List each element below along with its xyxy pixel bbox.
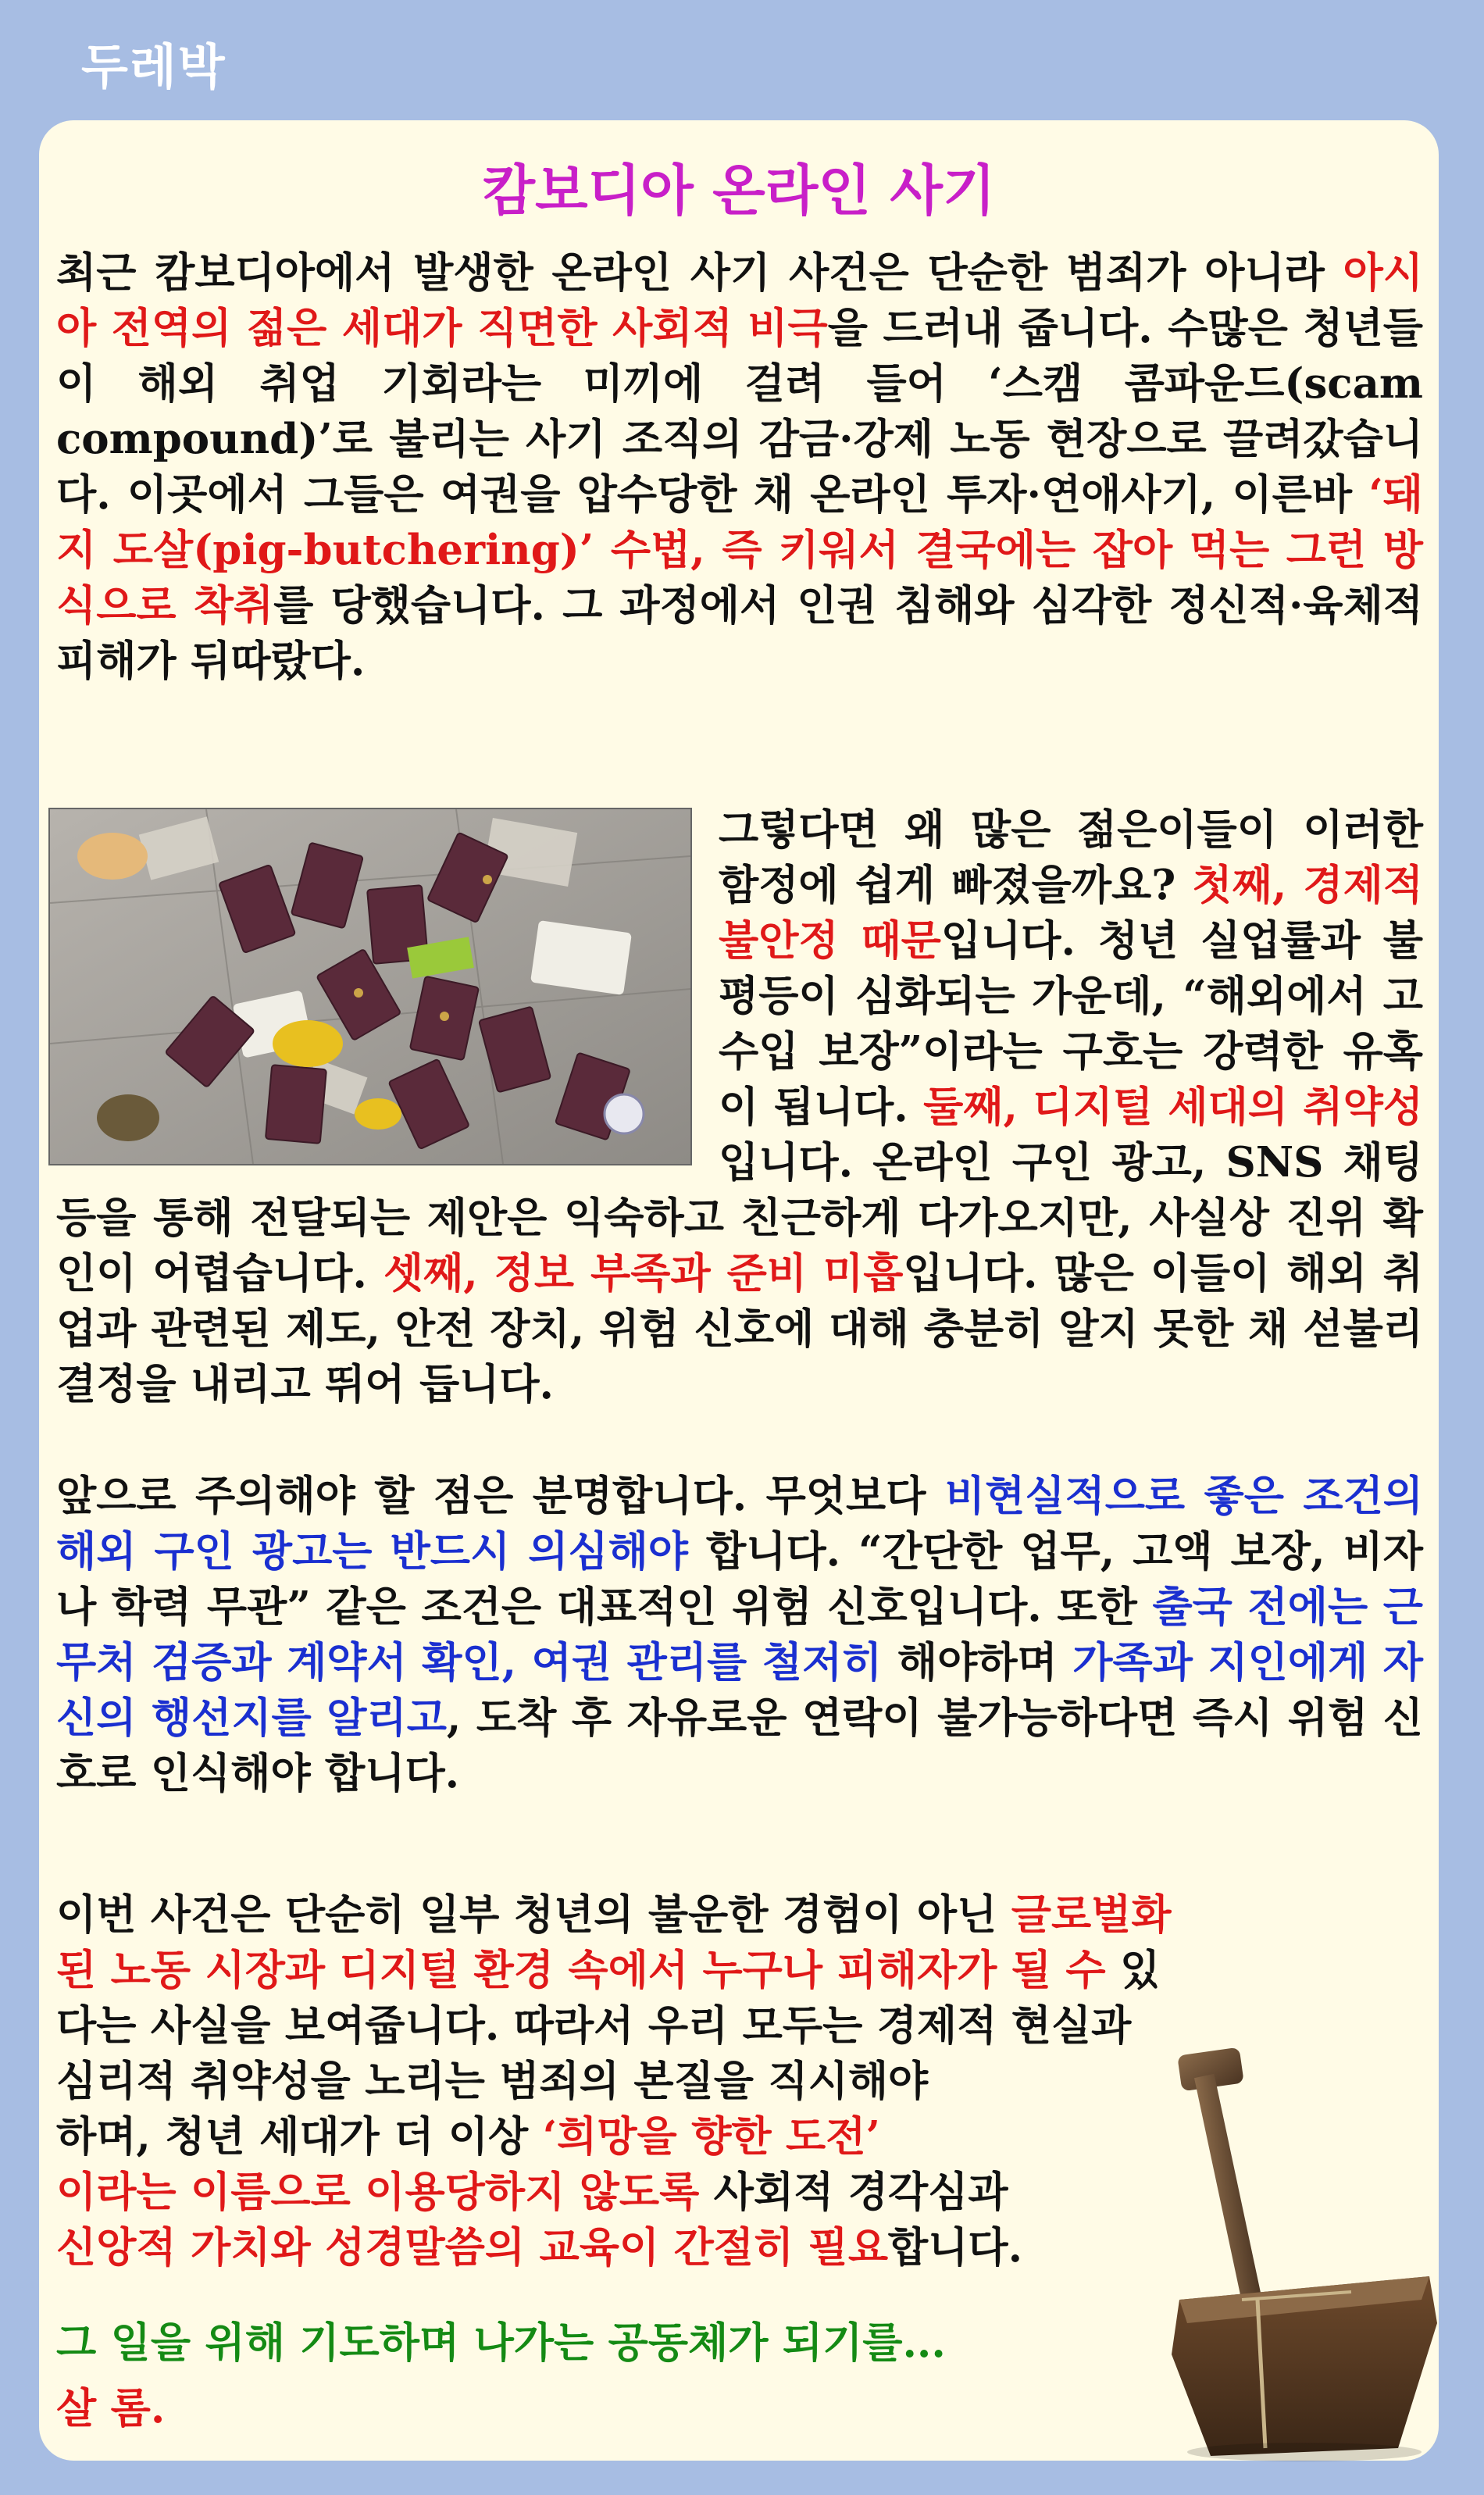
text-segment: 심리적 취약성을 노리는 범죄의 본질을 직시해야	[56, 2057, 929, 2105]
paragraph-cautions	[56, 1469, 1423, 1801]
text-segment: 사회적 경각심과	[699, 2168, 1008, 2216]
text-segment: 된 노동 시장과 디지털 환경 속에서 누구나 피해자가 될 수	[56, 1946, 1106, 1994]
text-line	[56, 1887, 1423, 1943]
text-segment: 셋째, 정보 부족과 준비 미흡	[383, 1249, 904, 1297]
page-title: 캄보디아 온라인 사기	[482, 159, 996, 223]
text-segment: 둘째, 디지털 세대의 취약성	[923, 1083, 1423, 1131]
text-segment: ‘돼지 도살(pig-butchering)’ 수법, 즉 키워서 결국에는 잡아 먹는 그런 방식으로 착취	[56, 470, 1423, 630]
text-segment: 비현실적으로 좋은 조건의 해외 구인 광고는 반드시 의심해야	[56, 1472, 1423, 1576]
wooden-mallet-tool-image	[1164, 2042, 1445, 2464]
signature: 살 롬.	[56, 2384, 166, 2433]
text-segment: ‘희망을 향한 도전’	[542, 2112, 880, 2161]
text-segment: 출국 전에는 근무처 검증과 계약서 확인, 여권 관리를 철저히	[56, 1583, 1424, 1687]
text-segment: 를 당했습니다. 그 과정에서 인권 침해와 심각한 정신적·육체적 피해가 뒤따랐다.	[56, 581, 1423, 685]
text-segment: 합니다.	[888, 2223, 1023, 2272]
text-segment: 신앙적 가치와 성경말씀의 교육이 간절히 필요	[56, 2223, 889, 2272]
closing-line: 그 일을 위해 기도하며 나가는 공동체가 되기를...	[56, 2318, 946, 2367]
text-segment: 첫째, 경제적 불안정 때문	[719, 861, 1423, 965]
text-segment: 다는 사실을 보여줍니다. 따라서 우리 모두는 경제적 현실과	[56, 2001, 1132, 2050]
paragraph-reasons	[56, 802, 1423, 1412]
text-segment: 하며, 청년 세대가 더 이상	[56, 2112, 543, 2161]
text-segment: 입니다. 청년 실업률과 불평등이 심화되는 가운데, “해외에서 고수입 보장”이라는 구호는 강력한 유혹이 됩니다.	[719, 916, 1423, 1131]
text-line	[56, 1943, 1423, 1998]
text-segment: 이라는 이름으로 이용당하지 않도록	[56, 2168, 700, 2216]
text-segment: 입니다. 온라인 구인 광고, SNS 채팅 등을 통해 전달되는 제안은 익숙하고 친근하게 다가오지만, 사실상 진위 확인이 어렵습니다.	[56, 1138, 1423, 1297]
text-segment: 그렇다면 왜 많은 젊은이들이 이러한 함정에 쉽게 빠졌을까요?	[719, 805, 1423, 909]
content-card	[39, 120, 1439, 2461]
text-segment: 해야하며	[882, 1638, 1073, 1687]
brand-logo-text: 두레박	[81, 38, 227, 95]
text-segment: 을 드러내 줍니다. 수많은 청년들이 해외 취업 기회라는 미끼에 걸려 들어 ‘스캠 콤파운드(scam compound)’로 불리는 사기 조직의 감금·강제 노동 현장으로 끌려갔습니다. 이곳에서 그들은 여권을 압수당한 채 온라인 투자·연애사기, 이른바	[56, 304, 1423, 519]
text-segment: 이번 사건은 단순히 일부 청년의 불운한 경험이 아닌	[56, 1890, 1011, 1939]
paragraph-intro	[56, 245, 1423, 689]
text-segment: 최근 캄보디아에서 발생한 온라인 사기 사건은 단순한 범죄가 아니라	[56, 248, 1343, 297]
text-segment: 있	[1105, 1946, 1161, 1994]
text-segment: 글로벌화	[1011, 1890, 1172, 1939]
text-segment: , 도착 후 자유로운 연락이 불가능하다면 즉시 위험 신호로 인식해야 합니다.	[56, 1694, 1423, 1797]
photo-space	[56, 802, 719, 1162]
text-segment: 가족과 지인에게 자신의 행선지를 알리고	[56, 1638, 1423, 1742]
text-segment: 합니다. “간단한 업무, 고액 보장, 비자나 학력 무관” 같은 조건은 대표적인 위험 신호입니다. 또한	[56, 1527, 1423, 1631]
text-segment: 아시아 전역의 젊은 세대가 직면한 사회적 비극	[56, 248, 1423, 352]
text-segment: 앞으로 주의해야 할 점은 분명합니다. 무엇보다	[56, 1472, 945, 1520]
text-segment: 입니다. 많은 이들이 해외 취업과 관련된 제도, 안전 장치, 위험 신호에 대해 충분히 알지 못한 채 섣불리 결정을 내리고 뛰어 듭니다.	[56, 1249, 1424, 1408]
